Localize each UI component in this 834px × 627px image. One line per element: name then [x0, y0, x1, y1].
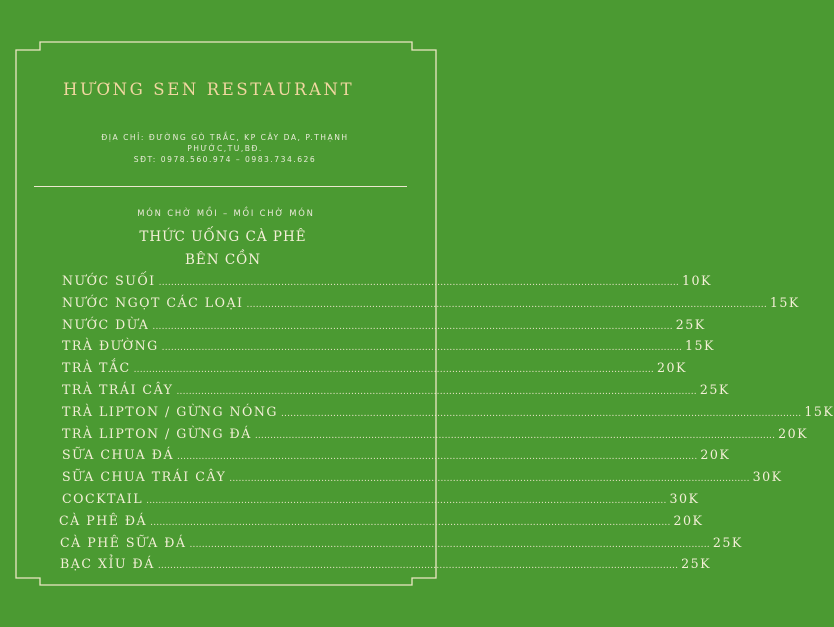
menu-item-name: TRÀ TRÁI CÂY	[62, 382, 174, 397]
menu-item-name: NƯỚC NGỌT CÁC LOẠI	[62, 294, 244, 310]
menu-item-price: 15K	[685, 338, 715, 354]
menu-item	[60, 556, 712, 576]
menu-item-price: 20K	[700, 447, 731, 463]
dot-leader: ..........................................................................................................................................................................	[157, 561, 679, 572]
menu-item-price: 30K	[752, 469, 783, 485]
menu-item-price: 20K	[778, 425, 809, 441]
menu-item-price: 15K	[804, 403, 834, 419]
menu-item-name: CÀ PHÊ SỮA ĐÁ	[60, 534, 187, 550]
menu-item-price: 25K	[681, 556, 712, 572]
menu-item	[62, 469, 783, 489]
phone-line: SĐT: 0978.560.974 – 0983.734.626	[133, 155, 317, 164]
dot-leader: ..........................................................................................................................................................................	[246, 299, 767, 310]
address-line-1: ĐỊA CHỈ: ĐƯỜNG GÒ TRẮC, KP CÂY DA, P.THẠNH	[101, 133, 349, 142]
menu-item	[62, 294, 800, 315]
menu-item	[62, 338, 715, 358]
menu-item-price: 20K	[656, 360, 687, 376]
menu-item-price: 25K	[699, 382, 730, 397]
dot-leader: ..........................................................................................................................................................................	[177, 452, 698, 463]
address-line-2: PHƯỚC,TU,BĐ.	[187, 144, 263, 153]
dot-leader: ..........................................................................................................................................................................	[229, 474, 750, 485]
menu-item-name: COCKTAIL	[62, 491, 144, 506]
menu-item	[62, 403, 834, 424]
dot-leader: ..........................................................................................................................................................................	[150, 517, 671, 528]
menu-item	[62, 425, 809, 446]
menu-item-price: 25K	[712, 534, 743, 550]
section-title-line-1: THỨC UỐNG CÀ PHÊ	[139, 229, 307, 245]
dot-leader: ..........................................................................................................................................................................	[280, 408, 802, 419]
menu-item-name: SỮA CHUA ĐÁ	[62, 447, 175, 463]
menu-item-name: TRÀ LIPTON / GỪNG NÓNG	[62, 403, 278, 419]
menu-item-name: NƯỚC DỪA	[62, 316, 150, 332]
dot-leader: ..........................................................................................................................................................................	[189, 539, 710, 550]
menu-item-name: TRÀ LIPTON / GỪNG ĐÁ	[62, 425, 252, 441]
dot-leader: ..........................................................................................................................................................................	[176, 387, 697, 397]
menu-item	[59, 512, 704, 533]
menu-item	[62, 273, 712, 293]
menu-item	[62, 382, 730, 402]
restaurant-name: HƯƠNG SEN RESTAURANT	[63, 80, 355, 99]
dot-leader: ..........................................................................................................................................................................	[161, 343, 683, 354]
menu-item	[62, 316, 706, 337]
menu-item-price: 20K	[673, 512, 704, 528]
dot-leader: ..........................................................................................................................................................................	[133, 365, 654, 376]
menu-item	[60, 534, 743, 555]
menu-item-name: SỮA CHUA TRÁI CÂY	[62, 469, 227, 485]
dot-leader: ..........................................................................................................................................................................	[158, 278, 679, 288]
section-title-line-2: BÊN CỒN	[184, 252, 262, 268]
menu-item-price: 15K	[769, 294, 800, 310]
menu-item-price: 30K	[669, 491, 700, 506]
menu-item-name: NƯỚC SUỐI	[62, 273, 156, 288]
menu-item-name: TRÀ ĐƯỜNG	[62, 338, 159, 354]
tagline: MÓN CHỜ MỒI – MỒI CHỜ MÓN	[137, 208, 315, 218]
menu-item-price: 25K	[675, 316, 706, 332]
dot-leader: ..........................................................................................................................................................................	[152, 321, 673, 332]
dot-leader: ..........................................................................................................................................................................	[146, 496, 667, 506]
restaurant-contact	[60, 132, 390, 165]
menu-item	[62, 447, 731, 467]
menu-item-price: 10K	[681, 273, 712, 288]
menu-item	[62, 360, 687, 380]
dot-leader: ..........................................................................................................................................................................	[254, 430, 776, 441]
menu-item-name: TRÀ TẮC	[62, 360, 131, 376]
menu-item-name: CÀ PHÊ ĐÁ	[59, 512, 148, 528]
header-divider	[34, 186, 407, 187]
menu-item	[62, 491, 700, 511]
menu-item-name: BẠC XỈU ĐÁ	[60, 556, 155, 572]
